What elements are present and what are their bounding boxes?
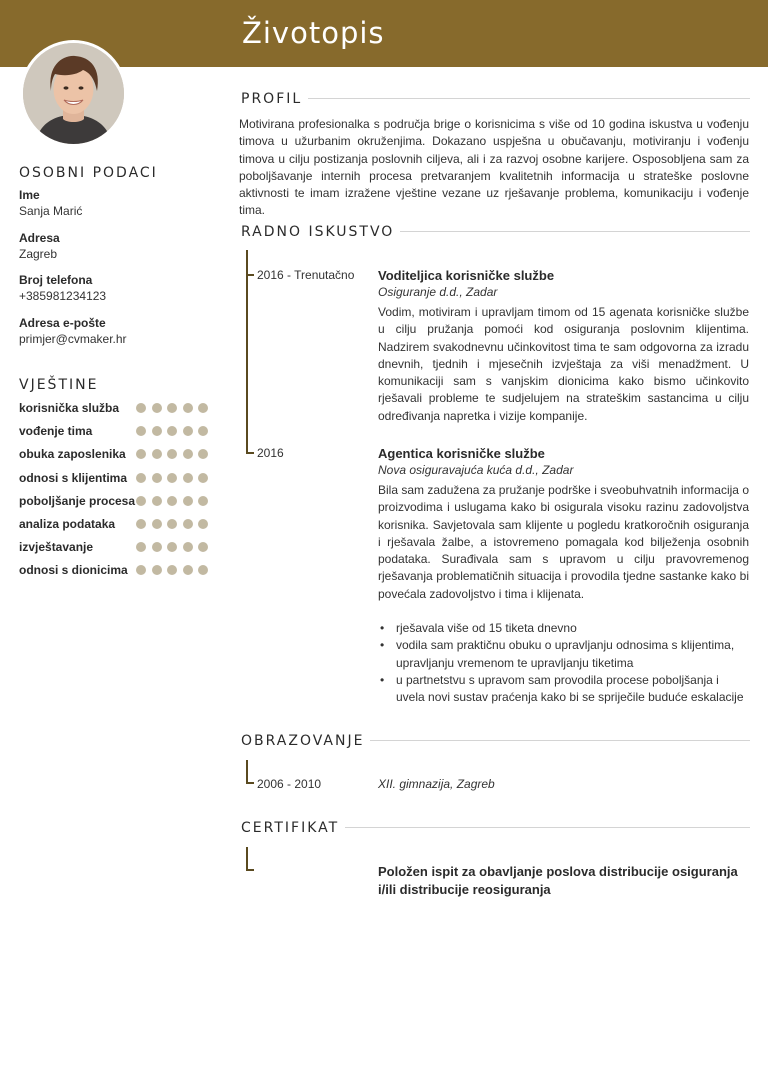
skill-row [19,494,219,510]
personal-label: Adresa e-pošte [19,316,106,330]
skill-dot [152,426,162,436]
timeline-tick [246,782,254,784]
skill-dot [167,449,177,459]
skill-dot [198,565,208,575]
personal-value: Sanja Marić [19,204,83,218]
skill-dot [136,519,146,529]
job-description: Vodim, motiviram i upravljam timom od 15 agenata korisničke službe u cilju pružanja pomoći kod osiguranja poslovnim klijentima. Nadzirem svakodnevnu učinkovitost tima te sam odgovorna za izradu dnevnih, tjednih i mjesečnih izvještaja za viši menadžment. U komunikaciji sam s vanjskim dionicima kako bismo učinkovito rješavali probleme te sudjelujem na strateškim sastancima u cilju određivanja napretka i vizije kompanije. [378,305,749,423]
skill-dot [198,449,208,459]
skill-level-rating [136,403,214,421]
personal-item-email [19,316,219,346]
skill-dot [183,519,193,529]
skill-name: vođenje tima [19,424,93,439]
education-title: OBRAZOVANJE [241,733,370,749]
skill-dot [198,542,208,552]
skill-dot [198,496,208,506]
skill-dot [167,565,177,575]
skill-dot [167,496,177,506]
education-school: XII. gimnazija, Zagreb [378,777,495,791]
skill-dot [152,519,162,529]
skill-row [19,447,219,463]
skill-level-rating [136,449,214,467]
skill-name: izvještavanje [19,540,94,555]
skill-level-rating [136,519,214,537]
timeline-line [246,847,248,871]
skill-name: odnosi s dionicima [19,563,128,578]
skill-dot [167,426,177,436]
list-item: • vodila sam praktičnu obuku o upravljanju odnosima s klijentima, upravljanju vremenom te upravljanju tiketima [378,637,749,672]
job-company: Nova osiguravajuća kuća d.d., Zadar [378,463,574,477]
list-item: • u partnetstvu s upravom sam provodila procese poboljšanja i uvela novi sustav praćenja kako bi se spriječile buduće eskalacije [378,672,749,707]
skill-name: odnosi s klijentima [19,470,128,485]
experience-heading [241,223,400,239]
skill-dot [198,403,208,413]
skill-dot [152,565,162,575]
skill-row [19,471,219,487]
skill-dot [152,449,162,459]
job-title: Agentica korisničke službe [378,446,545,461]
skills-title: VJEŠTINE [19,377,99,393]
skill-dot [183,565,193,575]
skill-dot [183,496,193,506]
job-entry [378,446,749,707]
skill-level-rating [136,426,214,444]
skill-dot [167,403,177,413]
job-description: Bila sam zadužena za pružanje podrške i sveobuhvatnih informacija o proizvodima i uslugama kako bi osigurala visoku razinu zadovoljstva korisnika. Savjetovala sam klijente u pogledu kratkoročnih osiguranja i rješavala žalbe, a istovremeno pomagala kod bilježenja osobnih podataka. Surađivala sam s upravom u cilju pravovremenog rješavanja problematičnih situacija i provodila tjedne sastanke kako bi povećala zadovoljstvo i tima i klijenata. [378,483,749,601]
timeline-line [246,760,248,784]
skill-dot [136,542,146,552]
profile-photo [20,40,127,147]
personal-item-name [19,188,219,218]
education-heading [241,732,370,748]
job-title: Voditeljica korisničke službe [378,268,555,283]
timeline-tick [246,452,254,454]
skill-dot [183,473,193,483]
skill-row [19,563,219,579]
section-divider [330,827,750,828]
certificate-heading [241,819,345,835]
skill-name: poboljšanje procesa [19,493,136,508]
skill-level-rating [136,496,214,514]
skill-dot [167,542,177,552]
timeline-tick [246,869,254,871]
skill-dot [167,519,177,529]
personal-label: Broj telefona [19,273,93,287]
skill-dot [152,473,162,483]
skills-section [19,377,219,393]
skill-dot [198,426,208,436]
section-divider [373,231,750,232]
skill-dot [183,449,193,459]
timeline-line [246,250,248,454]
skill-dot [136,449,146,459]
personal-value: Zagreb [19,247,58,261]
section-divider [298,98,750,99]
skill-dot [136,496,146,506]
job-company: Osiguranje d.d., Zadar [378,285,498,299]
experience-title: RADNO ISKUSTVO [241,224,400,240]
skill-dot [167,473,177,483]
personal-item-address [19,231,219,261]
section-divider [352,740,750,741]
skill-dot [136,426,146,436]
job-date: 2016 - Trenutačno [257,268,355,282]
personal-data-section [19,165,219,181]
personal-value: primjer@cvmaker.hr [19,332,127,346]
skill-dot [136,403,146,413]
skill-dot [183,426,193,436]
timeline-tick [246,274,254,276]
profile-heading [241,90,308,106]
profile-text: Motivirana profesionalka s područja brige o korisnicima s više od 10 godina iskustva u vođenju timova u užurbanim okruženjima. Dokazano uspješna u obučavanju, motiviranju i vođenju timova u cilju postizanja poslovnih ciljeva, ali i za razvoj osobne karijere. Osposobljena sam za poboljšavanje internih procesa pretvaranjem kvalitetnih informacija u strateške poslovne aktivnosti te imam izražene vještine vezane uz rješavanje problema, komunikaciju i vođenje tima. [239,117,749,218]
skill-dot [152,542,162,552]
job-date: 2016 [257,446,284,460]
job-entry [378,268,749,425]
profile-title: PROFIL [241,91,308,107]
skill-name: obuka zaposlenika [19,447,126,462]
skill-name: analiza podataka [19,517,116,531]
skill-row [19,424,219,440]
education-date: 2006 - 2010 [257,777,322,791]
personal-item-phone [19,273,219,303]
skill-level-rating [136,565,214,583]
skill-row [19,401,219,417]
certificate-title: CERTIFIKAT [241,820,345,836]
document-title: Životopis [242,16,385,50]
skill-dot [136,565,146,575]
skill-row [19,540,219,556]
personal-label: Adresa [19,231,60,245]
skill-dot [198,473,208,483]
personal-data-title: OSOBNI PODACI [19,165,158,181]
skill-dot [183,403,193,413]
person-portrait-icon [23,43,124,144]
skill-level-rating [136,473,214,491]
skill-dot [152,496,162,506]
skill-row [19,517,219,533]
skill-name: korisnička služba [19,401,120,415]
skill-dot [152,403,162,413]
job-achievements-list [378,620,749,706]
certificate-text: Položen ispit za obavljanje poslova distribucije osiguranja i/ili distribucije reosiguranja [378,864,738,897]
list-item: • rješavala više od 15 tiketa dnevno [378,620,749,637]
skill-dot [198,519,208,529]
personal-label: Ime [19,188,40,202]
skill-dot [136,473,146,483]
personal-value: +385981234123 [19,289,107,303]
skill-level-rating [136,542,214,560]
header-bar [0,0,768,67]
skill-dot [183,542,193,552]
